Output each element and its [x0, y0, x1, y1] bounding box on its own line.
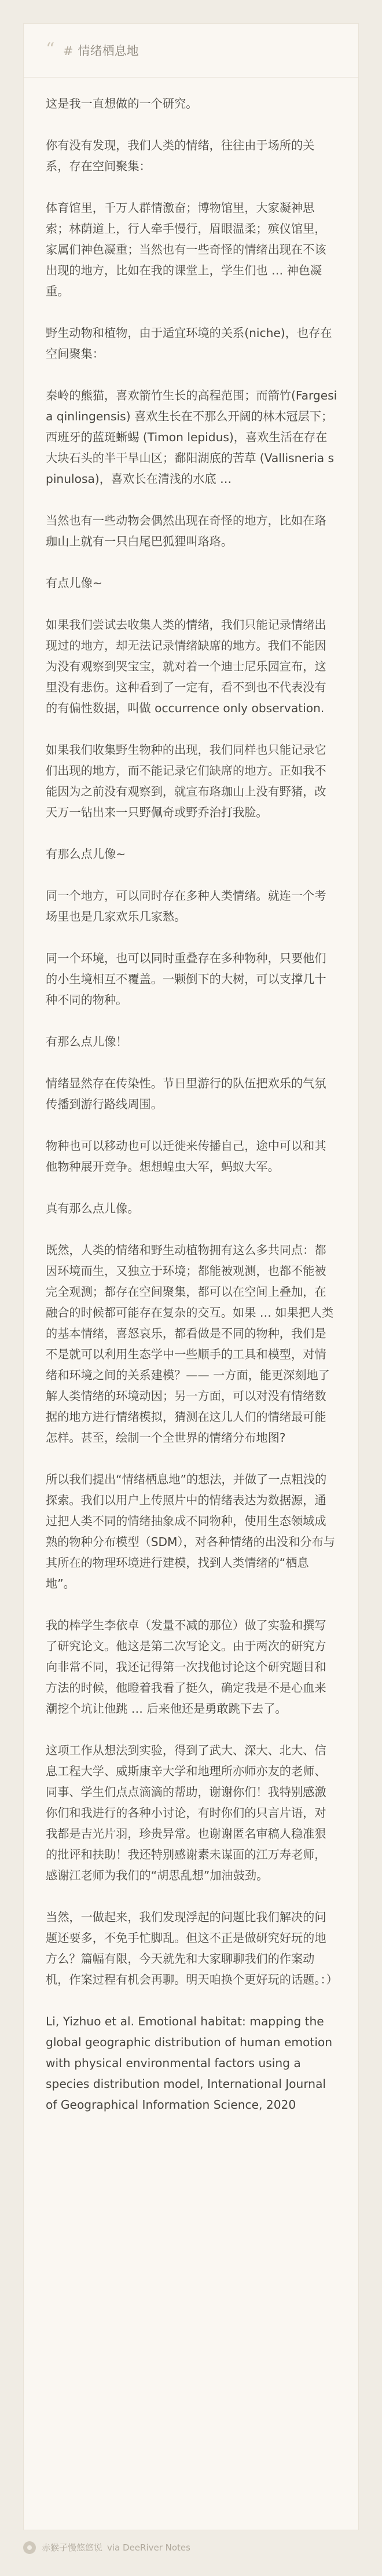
quote-mark-icon: “: [46, 39, 55, 60]
paragraph: 秦岭的熊猫，喜欢箭竹生长的高程范围；而箭竹(Fargesia qinlingensis) 喜欢生长在不那么开阔的林木冠层下；西班牙的蓝斑蜥蜴 (Timon lepidus)，喜欢生活在存在大块石头的半干旱山区；鄱阳湖底的苦草 (Vallisneria spinulosa)，喜欢长在清浅的水底 …: [46, 389, 337, 486]
note-card: [23, 23, 359, 2530]
paragraph: 你有没有发现，我们人类的情绪，往往由于场所的关系，存在空间聚集：: [46, 138, 315, 173]
paragraph: 体育馆里，千万人群情激奋；博物馆里，大家凝神思索；林荫道上，行人牵手慢行，眉眼温柔；殡仪馆里，家属们神色凝重；当然也有一些奇怪的情绪出现在不该出现的地方，比如在我的课堂上，学生们也 … 神色凝重。: [46, 201, 326, 298]
paragraph: 情绪显然存在传染性。节日里游行的队伍把欢乐的气氛传播到游行路线周围。: [46, 1076, 326, 1111]
paragraph: 如果我们收集野生物种的出现，我们同样也只能记录它们出现的地方，而不能记录它们缺席的地方。正如我不能因为之前没有观察到，就宣布珞珈山上没有野猪，改天万一钻出来一只野佩奇或野乔治打我脸。: [46, 743, 326, 819]
paragraph: 有那么点儿像~: [46, 847, 126, 861]
footer: [23, 2539, 359, 2556]
paragraph: 如果我们尝试去收集人类的情绪，我们只能记录情绪出现过的地方，却无法记录情绪缺席的地方。我们不能因为没有观察到哭宝宝，就对着一个迪士尼乐园宣布，这里没有悲伤。这种看到了一定有，看不到也不代表没有的有偏性数据，叫做 occurrence only observation.: [46, 618, 326, 715]
paragraph: 有那么点儿像！: [46, 1035, 128, 1049]
note-header: [24, 24, 358, 78]
paragraph: 野生动物和植物，由于适宜环境的关系(niche)，也存在空间聚集：: [46, 326, 332, 361]
hash-icon: #: [63, 44, 74, 58]
paragraph: 真有那么点儿像。: [46, 1201, 139, 1215]
paragraph: 有点儿像~: [46, 576, 102, 590]
footer-author: 赤猴子慢悠悠说: [42, 2542, 103, 2553]
footer-credit: [42, 2539, 190, 2556]
paragraph: 这是我一直想做的一个研究。: [46, 97, 198, 111]
paragraph: 同一个地方，可以同时存在多种人类情绪。就连一个考场里也是几家欢乐几家愁。: [46, 889, 326, 924]
paragraph: 既然，人类的情绪和野生动植物拥有这么多共同点：都因环境而生，又独立于环境；都能被观测，也都不能被完全观测；都存在空间聚集，都可以在空间上叠加，在融合的时候都可能存在复杂的交互。如果 … 如果把人类的基本情绪，喜怒哀乐，都看做是不同的物种，我们是不是就可以利用生态学中一些顺手的工具和模型，对情绪和环境之间的关系建模？—— 一方面，能更深刻地了解人类情绪的环境动因；另一方面，可以对没有情绪数据的地方进行情绪模拟，猜测在这儿人们的情绪最可能怎样。甚至，绘制一个全世界的情绪分布地图?: [46, 1243, 334, 1445]
paragraph: 我的棒学生李依卓（发量不减的那位）做了实验和撰写了研究论文。他这是第二次写论文。由于两次的研究方向非常不同，我还记得第一次找他讨论这个研究题目和方法的时候，他瞪着我看了挺久，确定我是不是心血来潮挖个坑让他跳 … 后来他还是勇敢跳下去了。: [46, 1618, 326, 1716]
note-body: [46, 93, 337, 2136]
paragraph: 当然，一做起来，我们发现浮起的问题比我们解决的问题还要多，不免手忙脚乱。但这不正是做研究好玩的地方么？篇幅有限，今天就先和大家聊聊我们的作案动机，作案过程有机会再聊。明天咱换个更好玩的话题。：）: [46, 1910, 338, 1987]
paragraph: 当然也有一些动物会偶然出现在奇怪的地方，比如在珞珈山上就有一只白尾巴狐狸叫珞珞。: [46, 514, 326, 548]
footer-via: via DeeRiver Notes: [107, 2542, 190, 2553]
reference-citation: Li, Yizhuo et al. Emotional habitat: mapping the global geographic distribution of human emotion with physical environmental factors using a species distribution model, International Journal of Geographical Information Science, 2020: [46, 2014, 333, 2112]
paragraph: 所以我们提出“情绪栖息地”的想法，并做了一点粗浅的探索。我们以用户上传照片中的情绪表达为数据源，通过把人类不同的情绪抽象成不同物种，使用生态领域成熟的物种分布模型（SDM），对各种情绪的出没和分布与其所在的物理环境进行建模，找到人类情绪的“栖息地”。: [46, 1472, 335, 1591]
paragraph: 这项工作从想法到实验，得到了武大、深大、北大、信息工程大学、威斯康辛大学和地理所亦师亦友的老师、同事、学生们点点滴滴的帮助，谢谢你们！我特别感激你们和我进行的各种小讨论，有时你们的只言片语，对我都是吉光片羽，珍贵异常。也谢谢匿名审稿人稳准狠的批评和扶助！我还特别感谢素未谋面的江万寿老师，感谢江老师为我们的“胡思乱想”加油鼓劲。: [46, 1743, 326, 1882]
topic-tag-label: 情绪栖息地: [78, 44, 139, 58]
topic-tag[interactable]: [63, 42, 139, 60]
paragraph: 同一个环境，也可以同时重叠存在多种物种，只要他们的小生境相互不覆盖。一颗倒下的大树，可以支撑几十种不同的物种。: [46, 951, 326, 1007]
paragraph: 物种也可以移动也可以迁徙来传播自己，途中可以和其他物种展开竞争。想想蝗虫大军，蚂蚁大军。: [46, 1139, 326, 1174]
app-logo-icon: [23, 2541, 36, 2554]
